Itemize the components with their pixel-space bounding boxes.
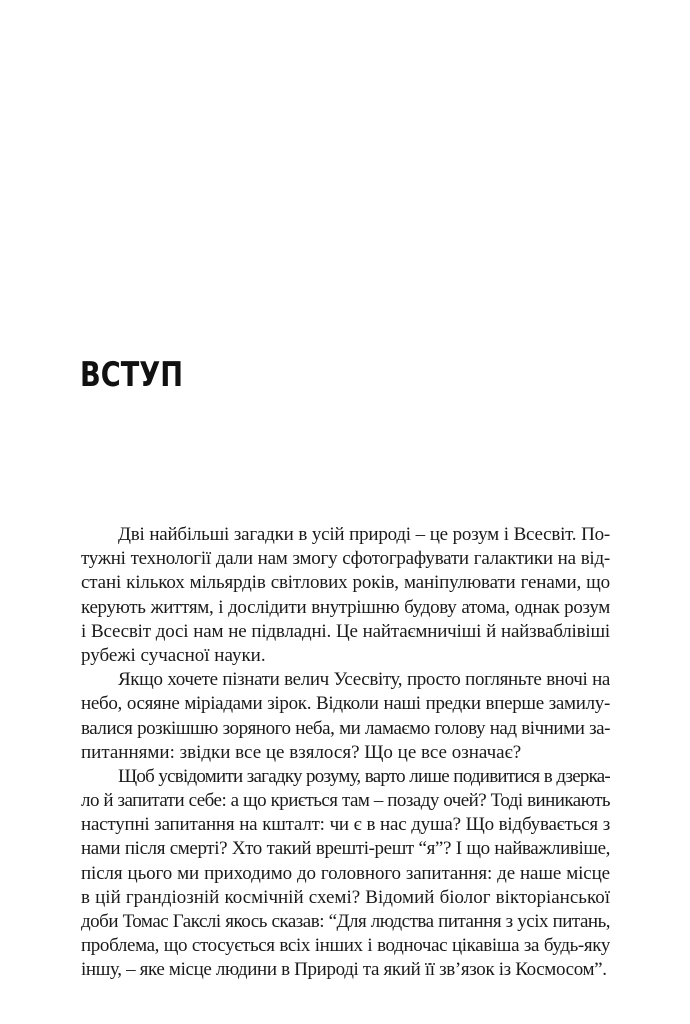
text-line: нами після смерті? Хто такий врешті-решт “я”? І що найважливіше, xyxy=(81,838,610,860)
paragraph-2 xyxy=(81,668,610,765)
paragraph-3 xyxy=(81,765,610,983)
text-line: ло й запитати себе: а що криється там – позаду очей? Тоді виникають xyxy=(81,790,610,812)
text-line: питаннями: звідки все це взялося? Що це все означає? xyxy=(81,741,522,763)
text-line: Щоб усвідомити загадку розуму, варто лише подивитися в дзерка- xyxy=(118,765,610,787)
text-line: в цій грандіозній космічній схемі? Відомий біолог вікторіанської xyxy=(81,886,610,908)
chapter-title: ВСТУП xyxy=(80,355,183,395)
text-line: валися розкішшю зоряного неба, ми ламаємо голову над вічними за- xyxy=(81,717,610,739)
text-line: проблема, що стосується всіх інших і водночас цікавіша за будь-яку xyxy=(81,935,610,957)
text-line: керують життям, і дослідити внутрішню будову атома, однак розум xyxy=(81,596,610,618)
text-line: наступні запитання на кшталт: чи є в нас душа? Що відбувається з xyxy=(81,814,610,836)
text-line: після цього ми приходимо до головного запитання: де наше місце xyxy=(81,862,610,884)
text-line: іншу, – яке місце людини в Природі та який її зв’язок із Космосом”. xyxy=(81,959,607,981)
body-text xyxy=(81,523,610,983)
text-line: і Всесвіт досі нам не підвладні. Це найтаємничіші й найзваблівіші xyxy=(81,620,610,642)
text-line: Якщо хочете пізнати велич Усесвіту, просто погляньте вночі на xyxy=(118,669,610,691)
text-line: рубежі сучасної науки. xyxy=(81,644,266,666)
text-line: тужні технології дали нам змогу сфотографувати галактики на від- xyxy=(81,548,610,570)
text-line: небо, осяяне міріадами зірок. Відколи наші предки вперше замилу- xyxy=(81,693,610,715)
text-line: стані кількох мільярдів світлових років, маніпулювати генами, що xyxy=(81,572,610,594)
paragraph-1 xyxy=(81,523,610,668)
text-line: Дві найбільші загадки в усій природі – це розум і Всесвіт. По- xyxy=(118,524,610,545)
text-line: доби Томас Гакслі якось сказав: “Для людства питання з усіх питань, xyxy=(81,911,610,932)
